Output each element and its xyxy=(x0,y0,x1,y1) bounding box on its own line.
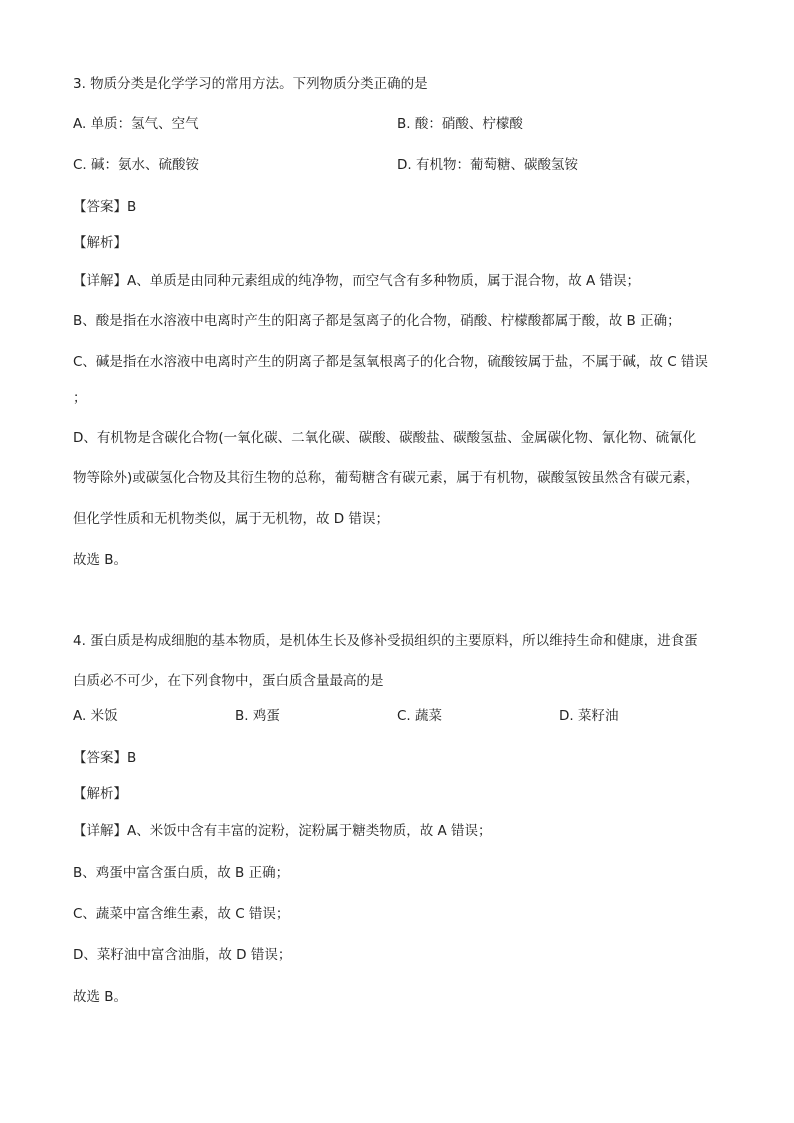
q3-detail-line: ； xyxy=(73,390,87,406)
q4-answer-value: B xyxy=(127,750,137,766)
q3-detail-line: 物等除外)或碳氢化合物及其衍生物的总称，葡萄糖含有碳元素，属于有机物，碳酸氢铵虽然含有碳元素， xyxy=(73,470,700,486)
q3-detail-line: C、碱是指在水溶液中电离时产生的阴离子都是氢氧根离子的化合物，硫酸铵属于盐，不属于碱，故 C 错误 xyxy=(73,354,708,370)
q4-answer xyxy=(73,748,136,768)
q4-detail-line: D、菜籽油中富含油脂，故 D 错误； xyxy=(73,947,292,963)
q4-detail-line: 【详解】A、米饭中含有丰富的淀粉，淀粉属于糖类物质，故 A 错误； xyxy=(73,823,492,839)
q4-detail-line: C、蔬菜中富含维生素，故 C 错误； xyxy=(73,906,290,922)
q3-option-a: A. 单质：氢气、空气 xyxy=(73,116,199,132)
q3-answer-label: 【答案】 xyxy=(73,199,127,215)
q3-stem: 3. 物质分类是化学学习的常用方法。下列物质分类正确的是 xyxy=(73,76,428,92)
q4-option-d: D. 菜籽油 xyxy=(559,708,619,724)
q3-detail-line: D、有机物是含碳化合物(一氧化碳、二氧化碳、碳酸、碳酸盐、碳酸氢盐、金属碳化物、氰化物、硫氰化 xyxy=(73,430,697,446)
q3-option-d: D. 有机物：葡萄糖、碳酸氢铵 xyxy=(397,157,578,173)
q3-conclusion: 故选 B。 xyxy=(73,552,128,568)
q4-stem-line: 白质必不可少，在下列食物中，蛋白质含量最高的是 xyxy=(73,673,384,689)
q4-stem-line: 4. 蛋白质是构成细胞的基本物质，是机体生长及修补受损组织的主要原料，所以维持生命和健康，进食蛋 xyxy=(73,633,698,649)
q4-option-a: A. 米饭 xyxy=(73,708,118,724)
q3-answer-value: B xyxy=(127,199,137,215)
q3-analysis-label: 【解析】 xyxy=(73,235,127,251)
q3-answer xyxy=(73,197,136,217)
q3-detail-line: 但化学性质和无机物类似，属于无机物，故 D 错误； xyxy=(73,511,389,527)
q3-option-c: C. 碱：氨水、硫酸铵 xyxy=(73,157,200,173)
q3-detail-line: 【详解】A、单质是由同种元素组成的纯净物，而空气含有多种物质，属于混合物，故 A 错误； xyxy=(73,273,641,289)
q4-analysis-label: 【解析】 xyxy=(73,786,127,802)
q4-option-b: B. 鸡蛋 xyxy=(235,708,280,724)
q3-detail-line: B、酸是指在水溶液中电离时产生的阳离子都是氢离子的化合物，硝酸、柠檬酸都属于酸，故 B 正确； xyxy=(73,313,681,329)
q4-detail-line: B、鸡蛋中富含蛋白质，故 B 正确； xyxy=(73,865,290,881)
q4-answer-label: 【答案】 xyxy=(73,750,127,766)
q4-conclusion: 故选 B。 xyxy=(73,989,128,1005)
q3-option-b: B. 酸：硝酸、柠檬酸 xyxy=(397,116,523,132)
q4-option-c: C. 蔬菜 xyxy=(397,708,443,724)
